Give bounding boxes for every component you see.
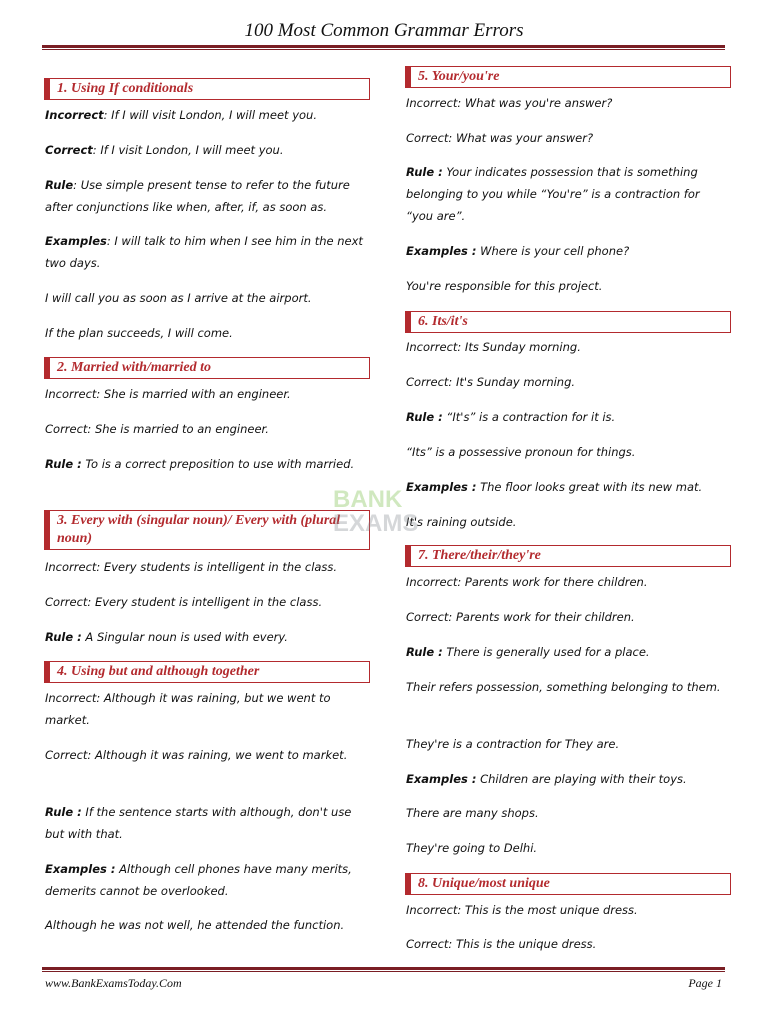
para-label: Correct xyxy=(45,143,93,157)
para-sep: : xyxy=(73,178,81,192)
para-text: If I visit London, I will meet you. xyxy=(100,143,284,157)
para-label: Examples : xyxy=(45,862,116,876)
section-paragraph xyxy=(406,161,728,227)
para-text: Correct: She is married to an engineer. xyxy=(45,422,269,436)
footer-website: www.BankExamsToday.Com xyxy=(45,976,182,990)
section-paragraph xyxy=(406,371,728,393)
section-heading: 3. Every with (singular noun)/ Every with (plural noun) xyxy=(44,510,370,550)
para-text: To is a correct preposition to use with married. xyxy=(85,457,355,471)
section-paragraph xyxy=(406,899,728,921)
section-paragraph xyxy=(45,174,367,218)
para-text: Correct: It's Sunday morning. xyxy=(406,375,576,389)
section-paragraph xyxy=(45,801,367,845)
section-heading: 1. Using If conditionals xyxy=(44,78,370,100)
para-text: If the plan succeeds, I will come. xyxy=(45,326,233,340)
para-text: A Singular noun is used with every. xyxy=(85,630,288,644)
para-text: “It's” is a contraction for it is. xyxy=(446,410,616,424)
para-sep: : xyxy=(92,143,101,157)
section-paragraph xyxy=(406,837,728,859)
section-paragraph xyxy=(45,626,367,648)
section-paragraph xyxy=(45,744,367,766)
section-heading: 2. Married with/married to xyxy=(44,357,370,379)
para-text: There are many shops. xyxy=(406,806,539,820)
para-sep: : xyxy=(103,108,112,122)
section-paragraph xyxy=(406,476,728,498)
para-text: Your indicates possession that is something belonging to you while “You're” is a contraction for “you are”. xyxy=(406,165,700,223)
para-text: Children are playing with their toys. xyxy=(480,772,687,786)
para-text: Correct: Although it was raining, we went to market. xyxy=(45,748,348,762)
para-text: I will call you as soon as I arrive at the airport. xyxy=(45,291,312,305)
para-label: Rule : xyxy=(406,645,443,659)
para-text: Incorrect: Every students is intelligent in the class. xyxy=(45,560,338,574)
section-paragraph xyxy=(45,453,367,475)
section-paragraph xyxy=(45,418,367,440)
para-label: Examples : xyxy=(406,480,477,494)
section-paragraph xyxy=(45,591,367,613)
section-paragraph xyxy=(406,933,728,955)
section-heading: 4. Using but and although together xyxy=(44,661,370,683)
para-text: Use simple present tense to refer to the future after conjunctions like when, after, if, as soon as. xyxy=(45,178,350,214)
para-text: They're going to Delhi. xyxy=(406,841,538,855)
header-rule-thin xyxy=(42,49,725,50)
para-label: Incorrect xyxy=(45,108,104,122)
para-text: The floor looks great with its new mat. xyxy=(480,480,703,494)
section-paragraph xyxy=(45,230,367,274)
section-heading: 7. There/their/they're xyxy=(405,545,731,567)
section-paragraph xyxy=(406,127,728,149)
para-text: Correct: What was your answer? xyxy=(406,131,594,145)
para-text: Where is your cell phone? xyxy=(480,244,630,258)
section-heading: 8. Unique/most unique xyxy=(405,873,731,895)
section-paragraph xyxy=(45,687,367,731)
para-text: Incorrect: This is the most unique dress. xyxy=(406,903,638,917)
para-text: Incorrect: Although it was raining, but we went to market. xyxy=(45,691,331,727)
section-paragraph xyxy=(406,406,728,428)
para-text: Their refers possession, something belonging to them. xyxy=(406,680,721,694)
para-text: Incorrect: What was you're answer? xyxy=(406,96,613,110)
section-paragraph xyxy=(406,641,728,663)
para-text: Incorrect: Parents work for there children. xyxy=(406,575,648,589)
para-sep: : xyxy=(106,234,115,248)
watermark-line2: EXAMS xyxy=(333,510,419,537)
para-text: “Its” is a possessive pronoun for things. xyxy=(406,445,636,459)
watermark-line1: BANK xyxy=(333,486,403,513)
section-paragraph xyxy=(406,733,728,755)
para-label: Rule : xyxy=(406,165,443,179)
section-heading: 6. Its/it's xyxy=(405,311,731,333)
para-text: Incorrect: She is married with an engineer. xyxy=(45,387,291,401)
para-text: If the sentence starts with although, don't use but with that. xyxy=(45,805,352,841)
section-paragraph xyxy=(406,240,728,262)
section-paragraph xyxy=(406,606,728,628)
para-text: I will talk to him when I see him in the next two days. xyxy=(45,234,363,270)
para-label: Examples : xyxy=(406,244,477,258)
para-text: Correct: This is the unique dress. xyxy=(406,937,597,951)
para-label: Rule : xyxy=(45,630,82,644)
para-label: Rule : xyxy=(45,805,82,819)
section-paragraph xyxy=(406,336,728,358)
footer-rule-thin xyxy=(42,971,725,972)
section-paragraph xyxy=(45,104,367,126)
para-label: Examples xyxy=(45,234,107,248)
footer-page-number: Page 1 xyxy=(688,976,722,990)
section-paragraph xyxy=(406,571,728,593)
watermark-logo xyxy=(333,488,448,546)
section-paragraph xyxy=(406,275,728,297)
section-paragraph xyxy=(45,556,367,578)
para-text: You're responsible for this project. xyxy=(406,279,603,293)
section-paragraph xyxy=(45,139,367,161)
section-paragraph xyxy=(45,858,367,902)
para-text: If I will visit London, I will meet you. xyxy=(111,108,317,122)
para-text: Although cell phones have many merits, demerits cannot be overlooked. xyxy=(45,862,352,898)
page-title: 100 Most Common Grammar Errors xyxy=(244,20,524,41)
section-paragraph xyxy=(406,511,728,533)
para-text: Although he was not well, he attended the function. xyxy=(45,918,345,932)
para-text: Incorrect: Its Sunday morning. xyxy=(406,340,581,354)
section-paragraph xyxy=(45,322,367,344)
para-text: It's raining outside. xyxy=(406,515,517,529)
header-rule xyxy=(42,45,725,48)
section-paragraph xyxy=(406,768,728,790)
para-label: Rule : xyxy=(406,410,443,424)
footer-rule xyxy=(42,967,725,970)
section-heading: 5. Your/you're xyxy=(405,66,731,88)
para-text: Correct: Parents work for their children. xyxy=(406,610,635,624)
para-text: They're is a contraction for They are. xyxy=(406,737,620,751)
section-paragraph xyxy=(45,914,367,936)
para-label: Examples : xyxy=(406,772,477,786)
section-paragraph xyxy=(45,287,367,309)
para-text: Correct: Every student is intelligent in the class. xyxy=(45,595,323,609)
para-label: Rule : xyxy=(45,457,82,471)
para-label: Rule xyxy=(45,178,74,192)
para-text: There is generally used for a place. xyxy=(446,645,650,659)
section-paragraph xyxy=(45,383,367,405)
section-paragraph xyxy=(406,441,728,463)
section-paragraph xyxy=(406,676,728,698)
section-paragraph xyxy=(406,92,728,114)
section-paragraph xyxy=(406,802,728,824)
